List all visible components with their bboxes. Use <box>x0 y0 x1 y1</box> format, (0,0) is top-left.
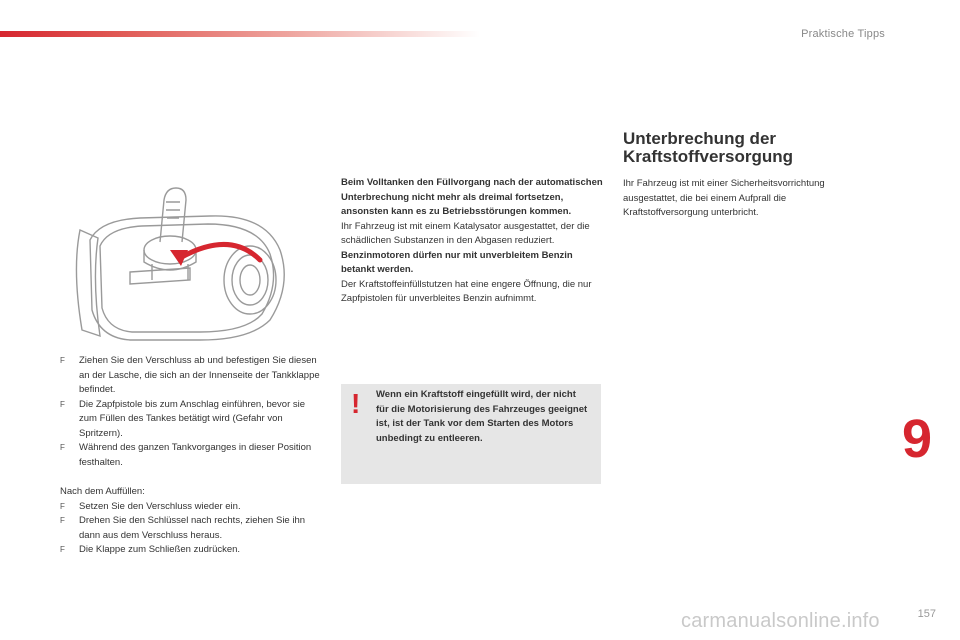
list-item <box>60 398 320 442</box>
watermark: carmanualsonline.info <box>681 610 880 632</box>
fuel-cap-illustration <box>60 180 300 350</box>
left-column <box>60 354 320 558</box>
bullet-icon: F <box>60 501 65 511</box>
step-text: Während des ganzen Tankvorganges in dieser Position festhalten. <box>79 442 312 468</box>
bullet-icon: F <box>60 443 65 452</box>
refuel-note-bold: Beim Volltanken den Füllvorgang nach der automatischen Unterbrechung nicht mehr als dreimal fortsetzen, ansonsten kann es zu Betriebsstörungen kommen. <box>341 177 603 217</box>
list-item <box>60 543 320 558</box>
filler-neck-note: Der Kraftstoffeinfüllstutzen hat eine engere Öffnung, die nur Zapfpistolen für unverbleites Benzin aufnimmt. <box>341 278 592 304</box>
list-item <box>60 500 320 515</box>
step-text: Die Zapfpistole bis zum Anschlag einführen, bevor sie zum Füllen des Tankes betätigt wird (Gefahr von Spritzern). <box>79 398 306 439</box>
unleaded-note-bold: Benzinmotoren dürfen nur mit unverbleitem Benzin betankt werden. <box>341 249 573 275</box>
catalyst-note: Ihr Fahrzeug ist mit einem Katalysator ausgestattet, der die schädlichen Substanzen in den Abgasen reduziert. <box>341 220 590 246</box>
list-item <box>60 354 320 398</box>
chapter-number: 9 <box>902 409 933 469</box>
section-title: Praktische Tipps <box>801 28 885 40</box>
header-accent-bar <box>0 31 480 37</box>
warning-icon: ! <box>351 388 361 419</box>
middle-column <box>341 176 603 307</box>
step-text: Drehen Sie den Schlüssel nach rechts, ziehen Sie ihn dann aus dem Verschluss heraus. <box>79 515 306 541</box>
page-number: 157 <box>917 608 936 620</box>
step-text: Ziehen Sie den Verschluss ab und befestigen Sie diesen an der Lasche, die sich an der Innenseite der Tankklappe befindet. <box>79 355 320 395</box>
right-column <box>623 177 868 221</box>
warning-text: Wenn ein Kraftstoff eingefüllt wird, der nicht für die Motorisierung des Fahrzeuges geeignet ist, ist der Tank vor dem Starten des Motors unbedingt zu entleeren. <box>376 389 588 444</box>
bullet-icon: F <box>60 399 65 409</box>
fuel-cutoff-text: Ihr Fahrzeug ist mit einer Sicherheitsvorrichtung ausgestattet, die bei einem Aufprall die Kraftstoffversorgung unterbricht. <box>623 178 825 218</box>
list-item <box>60 514 320 543</box>
bullet-icon: F <box>60 356 65 365</box>
step-text: Die Klappe zum Schließen zudrücken. <box>79 544 241 555</box>
step-text: Setzen Sie den Verschluss wieder ein. <box>79 500 241 512</box>
list-item <box>60 441 320 470</box>
warning-box <box>341 384 601 484</box>
after-refuel-intro: Nach dem Auffüllen: <box>60 486 145 497</box>
bullet-icon: F <box>60 545 65 554</box>
section-heading: Unterbrechung der Kraftstoffversorgung <box>623 129 794 166</box>
bullet-icon: F <box>60 516 65 525</box>
